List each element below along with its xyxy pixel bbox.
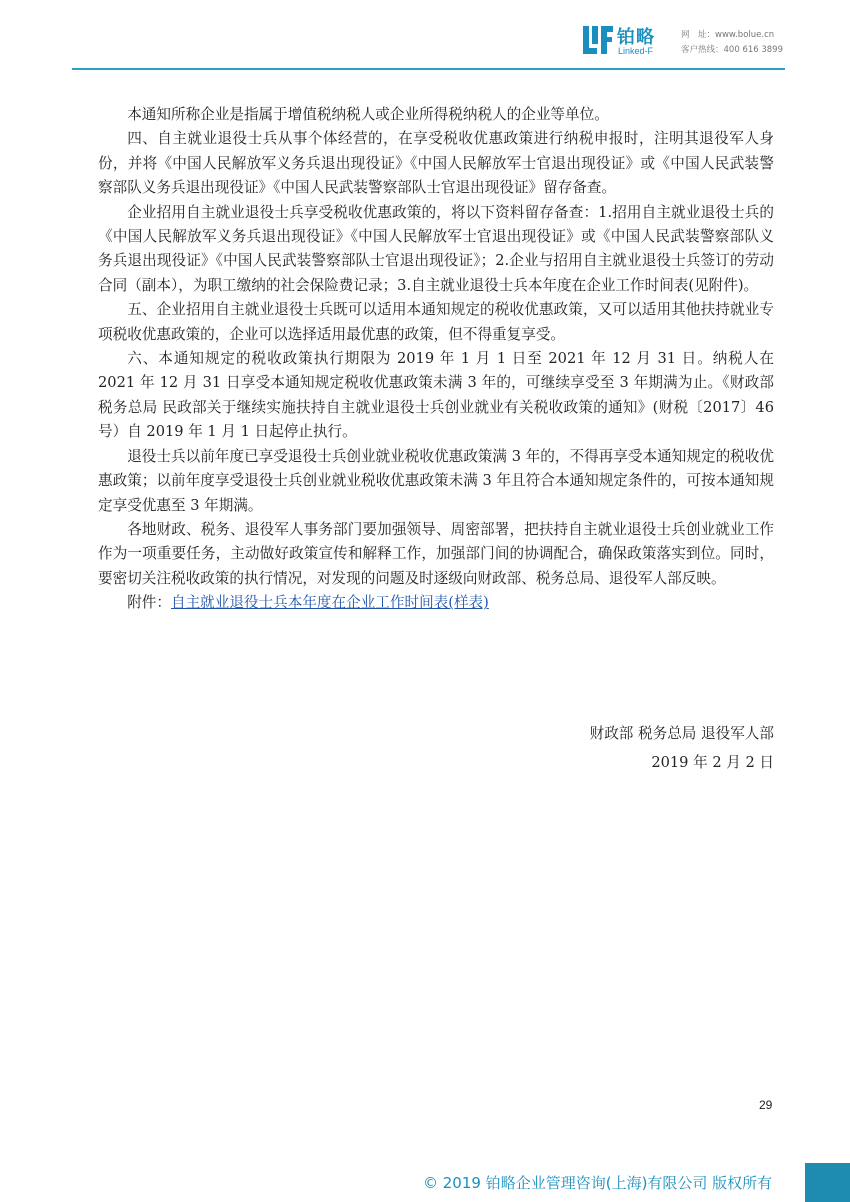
company-logo[interactable] [583,26,671,60]
signature-date: 2019 年 2 月 2 日 [651,754,774,771]
attachment-link[interactable]: 自主就业退役士兵本年度在企业工作时间表(样表) [170,594,489,612]
logo-text-en: Linked-F [618,46,654,56]
header-divider [72,68,785,70]
bolue-logo-icon [583,26,613,56]
hotline-label: 客户热线： [681,45,724,55]
paragraph: 本通知所称企业是指属于增值税纳税人或企业所得税纳税人的企业等单位。 [127,106,609,123]
hotline-number: 400 616 3899 [723,45,783,55]
paragraph: 各地财政、税务、退役军人事务部门要加强领导、周密部署，把扶持自主就业退役士兵创业就业工作作为一项重要任务，主动做好政策宣传和解释工作，加强部门间的协调配合，确保政策落实到位。同时，要密切关注税收政策的执行情况，对发现的问题及时逐级向财政部、税务总局、退役军人部反映。 [98,520,774,587]
paragraph: 企业招用自主就业退役士兵享受税收优惠政策的，将以下资料留存备查：1.招用自主就业退役士兵的《中国人民解放军义务兵退出现役证》《中国人民解放军士官退出现役证》或《中国人民武装警察部队义务兵退出现役证》《中国人民武装警察部队士官退出现役证》；2.企业与招用自主就业退役士兵签订的劳动合同（副本），为职工缴纳的社会保险费记录；3.自主就业退役士兵本年度在企业工作时间表(见附件)。 [98,203,774,294]
logo-text-cn: 铂略 [617,27,655,48]
attachment-line [98,591,774,615]
footer-accent-block [805,1163,850,1202]
copyright-notice: © 2019 铂略企业管理咨询(上海)有限公司 版权所有 [423,1174,773,1192]
document-body [98,103,774,616]
signature-orgs: 财政部 税务总局 退役军人部 [589,725,774,742]
paragraph: 四、自主就业退役士兵从事个体经营的，在享受税收优惠政策进行纳税申报时，注明其退役军人身份，并将《中国人民解放军义务兵退出现役证》《中国人民解放军士官退出现役证》或《中国人民武装警察部队义务兵退出现役证》《中国人民武装警察部队士官退出现役证》留存备查。 [98,130,774,197]
website-line [681,28,783,43]
website-label: 网 址： [681,30,716,40]
hotline-line [681,43,783,58]
page-header [0,0,850,72]
paragraph: 五、企业招用自主就业退役士兵既可以适用本通知规定的税收优惠政策，又可以适用其他扶持就业专项税收优惠政策的，企业可以选择适用最优惠的政策，但不得重复享受。 [98,301,774,343]
website-url[interactable]: www.bolue.cn [715,30,775,40]
paragraph: 六、本通知规定的税收政策执行期限为 2019 年 1 月 1 日至 2021 年 12 月 31 日。纳税人在 2021 年 12 月 31 日享受本通知规定税收优惠政策未满 3 年的，可继续享受至 3 年期满为止。《财政部 税务总局 民政部关于继续实施扶持自主就业退役士兵创业就业有关税收政策的通知》(财税〔2017〕46 号）自 2019 年 1 月 1 日起停止执行。 [98,350,774,441]
contact-info [681,28,783,58]
page-number: 29 [759,1098,773,1112]
attachment-label: 附件： [127,594,171,612]
signature-block [590,719,774,777]
paragraph: 退役士兵以前年度已享受退役士兵创业就业税收优惠政策满 3 年的，不得再享受本通知规定的税收优惠政策；以前年度享受退役士兵创业就业税收优惠政策未满 3 年且符合本通知规定条件的，可按本通知规定享受优惠至 3 年期满。 [98,447,774,514]
